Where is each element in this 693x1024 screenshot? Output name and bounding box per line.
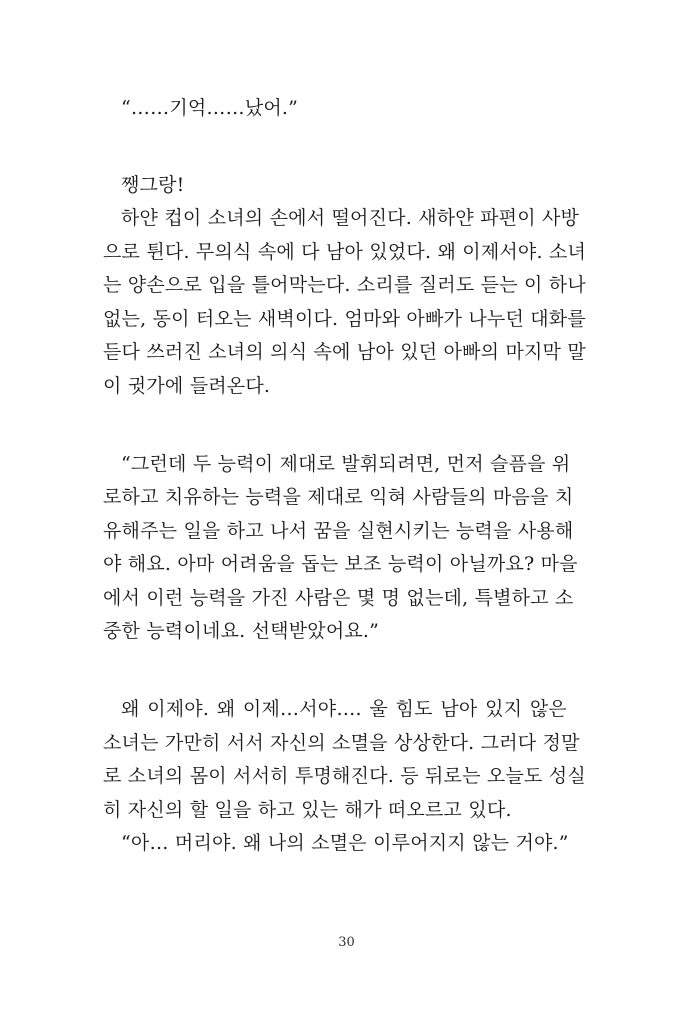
text-line: 중한 능력이네요. 선택받았어요.” (103, 620, 380, 642)
text-line: “그런데 두 능력이 제대로 발휘되려면, 먼저 슬픔을 위 (121, 453, 571, 475)
text-line: 왜 이제야. 왜 이제…서야…. 울 힘도 남아 있지 않은 (121, 698, 567, 720)
text-line: 는 양손으로 입을 틀어막는다. 소리를 질러도 듣는 이 하나 (103, 274, 586, 296)
text-line: “아… 머리야. 왜 나의 소멸은 이루어지지 않는 거야.” (121, 832, 569, 854)
text-line: 이 귓가에 들려온다. (103, 375, 271, 397)
text-line: 히 자신의 할 일을 하고 있는 해가 떠오르고 있다. (103, 799, 512, 821)
text-line: 유해주는 일을 하고 나서 꿈을 실현시키는 능력을 사용해 (103, 520, 574, 542)
text-line: 으로 튄다. 무의식 속에 다 남아 있었다. 왜 이제서야. 소녀 (103, 241, 587, 263)
text-line: 로하고 치유하는 능력을 제대로 익혀 사람들의 마음을 치 (103, 486, 574, 508)
text-line: 소녀는 가만히 서서 자신의 소멸을 상상한다. 그러다 정말 (103, 732, 580, 754)
text-line: 야 해요. 아마 어려움을 돕는 보조 능력이 아닐까요? 마을 (103, 553, 578, 575)
text-line: 에서 이런 능력을 가진 사람은 몇 명 없는데, 특별하고 소 (103, 587, 574, 609)
text-line: 하얀 컵이 소녀의 손에서 떨어진다. 새하얀 파편이 사방 (121, 207, 580, 229)
text-line: 듣다 쓰러진 소녀의 의식 속에 남아 있던 아빠의 마지막 말 (103, 341, 586, 363)
text-line: “……기억……났어.” (121, 97, 299, 119)
page-number: 30 (338, 935, 355, 950)
text-line: 쨍그랑! (121, 174, 185, 196)
text-line: 로 소녀의 몸이 서서히 투명해진다. 등 뒤로는 오늘도 성실 (103, 765, 586, 787)
text-line: 없는, 동이 터오는 새벽이다. 엄마와 아빠가 나누던 대화를 (103, 308, 586, 330)
